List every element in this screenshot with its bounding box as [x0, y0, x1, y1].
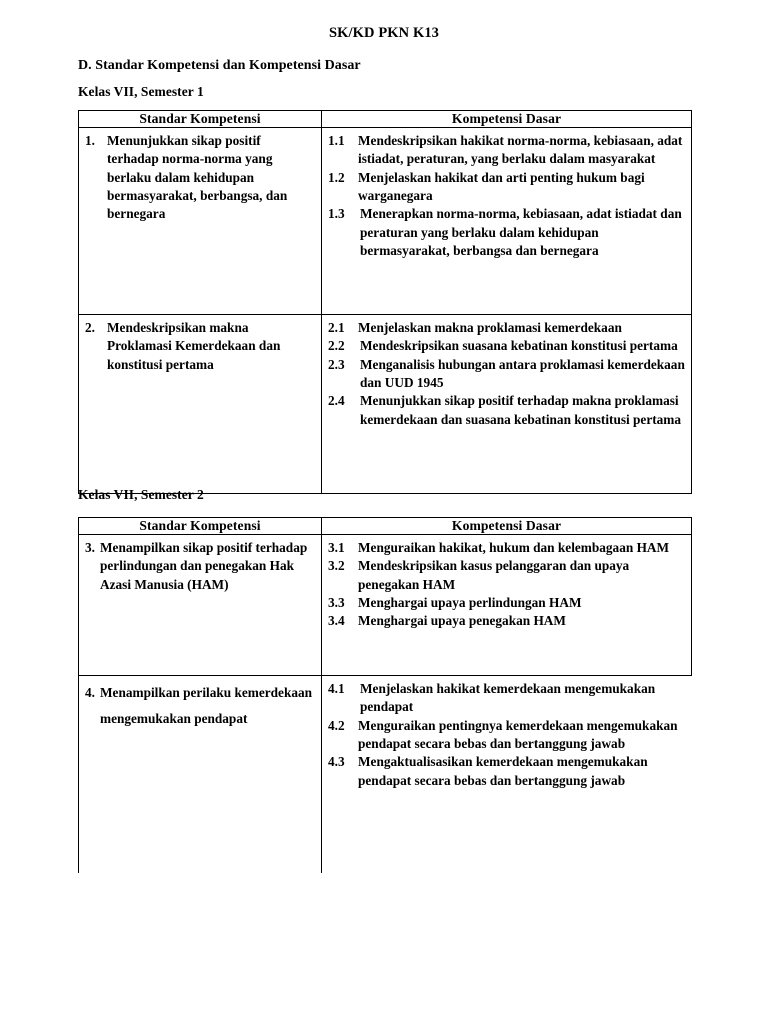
kd-item-text: Menjelaskan hakikat kemerdekaan mengemukakan pendapat — [360, 681, 656, 715]
sk-content — [79, 535, 321, 598]
kd-item-number: 2.1 — [328, 320, 345, 335]
kd-item-number: 2.2 — [328, 338, 345, 354]
sk-content — [79, 315, 321, 378]
kd-item-number: 3.2 — [328, 558, 345, 574]
kd-item-text: Menguraikan pentingnya kemerdekaan mengemukakan pendapat secara bebas dan bertanggung jawab — [358, 717, 678, 752]
table-caption-semester-1: Kelas VII, Semester 1 — [78, 84, 204, 99]
sk-item — [85, 132, 315, 224]
cell-kompetensi-dasar — [322, 535, 692, 676]
kd-item-text: Menghargai upaya perlindungan HAM — [358, 595, 582, 611]
table-row — [79, 315, 692, 494]
column-header-standar-kompetensi: Standar Kompetensi — [79, 111, 322, 128]
table-row — [79, 676, 692, 874]
kd-item — [328, 539, 685, 557]
kd-item — [328, 392, 685, 429]
sk-item-number: 3. — [85, 540, 95, 555]
sk-item-number: 1. — [85, 133, 95, 148]
kd-item — [328, 594, 685, 612]
kd-item-text: Menunjukkan sikap positif terhadap makna proklamasi kemerdekaan dan suasana kebatinan konstitusi pertama — [360, 393, 682, 427]
competency-table-semester-2 — [78, 517, 692, 873]
kd-item — [328, 557, 685, 594]
section-heading-d: D. Standar Kompetensi dan Kompetensi Dasar — [78, 58, 361, 73]
kd-item-number: 3.4 — [328, 613, 345, 629]
kd-item-text: Mendeskripsikan suasana kebatinan konstitusi pertama — [360, 338, 678, 354]
column-header-kompetensi-dasar: Kompetensi Dasar — [322, 111, 692, 128]
kd-item-text: Menjelaskan hakikat dan arti penting hukum bagi warganegara — [358, 169, 645, 204]
kd-item — [328, 205, 685, 260]
sk-item-text: Mendeskripsikan makna Proklamasi Kemerdekaan dan konstitusi pertama — [107, 320, 281, 372]
sk-item-number: 2. — [85, 320, 95, 335]
cell-kompetensi-dasar — [322, 315, 692, 494]
kd-item-number: 4.3 — [328, 754, 345, 770]
kd-item — [328, 132, 685, 169]
kd-item-text: Mendeskripsikan kasus pelanggaran dan upaya penegakan HAM — [358, 558, 630, 592]
cell-kompetensi-dasar — [322, 128, 692, 315]
kd-item-text: Menerapkan norma-norma, kebiasaan, adat istiadat dan peraturan yang berlaku dalam kehidupan bermasyarakat, berbangsa dan bernegara — [360, 206, 682, 259]
kd-item-text: Menguraikan hakikat, hukum dan kelembagaan HAM — [358, 540, 670, 555]
kd-item-number: 1.1 — [328, 133, 345, 148]
sk-item-text: Menampilkan sikap positif terhadap perlindungan dan penegakan Hak Azasi Manusia (HAM) — [100, 540, 308, 592]
sk-item-text: Menampilkan perilaku kemerdekaan mengemukakan pendapat — [100, 685, 313, 726]
competency-table-semester-1 — [78, 110, 692, 494]
table-caption-semester-2: Kelas VII, Semester 2 — [78, 487, 204, 502]
kd-item — [328, 753, 686, 790]
sk-content — [79, 676, 321, 736]
kd-item-number: 2.4 — [328, 393, 345, 409]
kd-content — [322, 315, 691, 433]
sk-content — [79, 128, 321, 228]
cell-kompetensi-dasar — [322, 676, 692, 874]
kd-item — [328, 319, 685, 337]
sk-item — [85, 319, 315, 374]
cell-standar-kompetensi — [79, 315, 322, 494]
column-header-standar-kompetensi: Standar Kompetensi — [79, 518, 322, 535]
kd-item-text: Menjelaskan makna proklamasi kemerdekaan — [358, 320, 622, 335]
kd-content — [322, 535, 691, 635]
kd-content — [322, 128, 691, 264]
sk-item-text: Menunjukkan sikap positif terhadap norma-norma yang berlaku dalam kehidupan bermasyarakat, berbangsa, dan bernegara — [107, 133, 288, 222]
cell-standar-kompetensi — [79, 676, 322, 874]
page-title: SK/KD PKN K13 — [328, 25, 440, 41]
table-header-row — [79, 518, 692, 535]
kd-item — [328, 169, 685, 206]
kd-item — [328, 356, 685, 393]
kd-item — [328, 612, 685, 630]
kd-item-number: 3.1 — [328, 540, 345, 555]
cell-standar-kompetensi — [79, 128, 322, 315]
kd-item-text: Mengaktualisasikan kemerdekaan mengemukakan pendapat secara bebas dan bertanggung jawab — [358, 754, 648, 788]
sk-item-number: 4. — [85, 685, 95, 700]
sk-item — [85, 680, 315, 732]
kd-item-text: Mendeskripsikan hakikat norma-norma, kebiasaan, adat istiadat, peraturan, yang berlaku dalam masyarakat — [358, 133, 683, 167]
kd-content — [322, 676, 692, 794]
table-header-row — [79, 111, 692, 128]
kd-item — [328, 717, 686, 754]
kd-item — [328, 680, 686, 717]
table-row — [79, 128, 692, 315]
kd-item — [328, 337, 685, 355]
cell-standar-kompetensi — [79, 535, 322, 676]
kd-item-number: 3.3 — [328, 595, 345, 611]
table-row — [79, 535, 692, 676]
kd-item-number: 4.2 — [328, 717, 345, 733]
kd-item-number: 4.1 — [328, 681, 345, 696]
kd-item-number: 1.2 — [328, 169, 345, 185]
kd-item-number: 2.3 — [328, 356, 345, 372]
kd-item-number: 1.3 — [328, 206, 345, 222]
column-header-kompetensi-dasar: Kompetensi Dasar — [322, 518, 692, 535]
kd-item-text: Menganalisis hubungan antara proklamasi kemerdekaan dan UUD 1945 — [360, 356, 685, 391]
kd-item-text: Menghargai upaya penegakan HAM — [358, 613, 566, 629]
sk-item — [85, 539, 315, 594]
